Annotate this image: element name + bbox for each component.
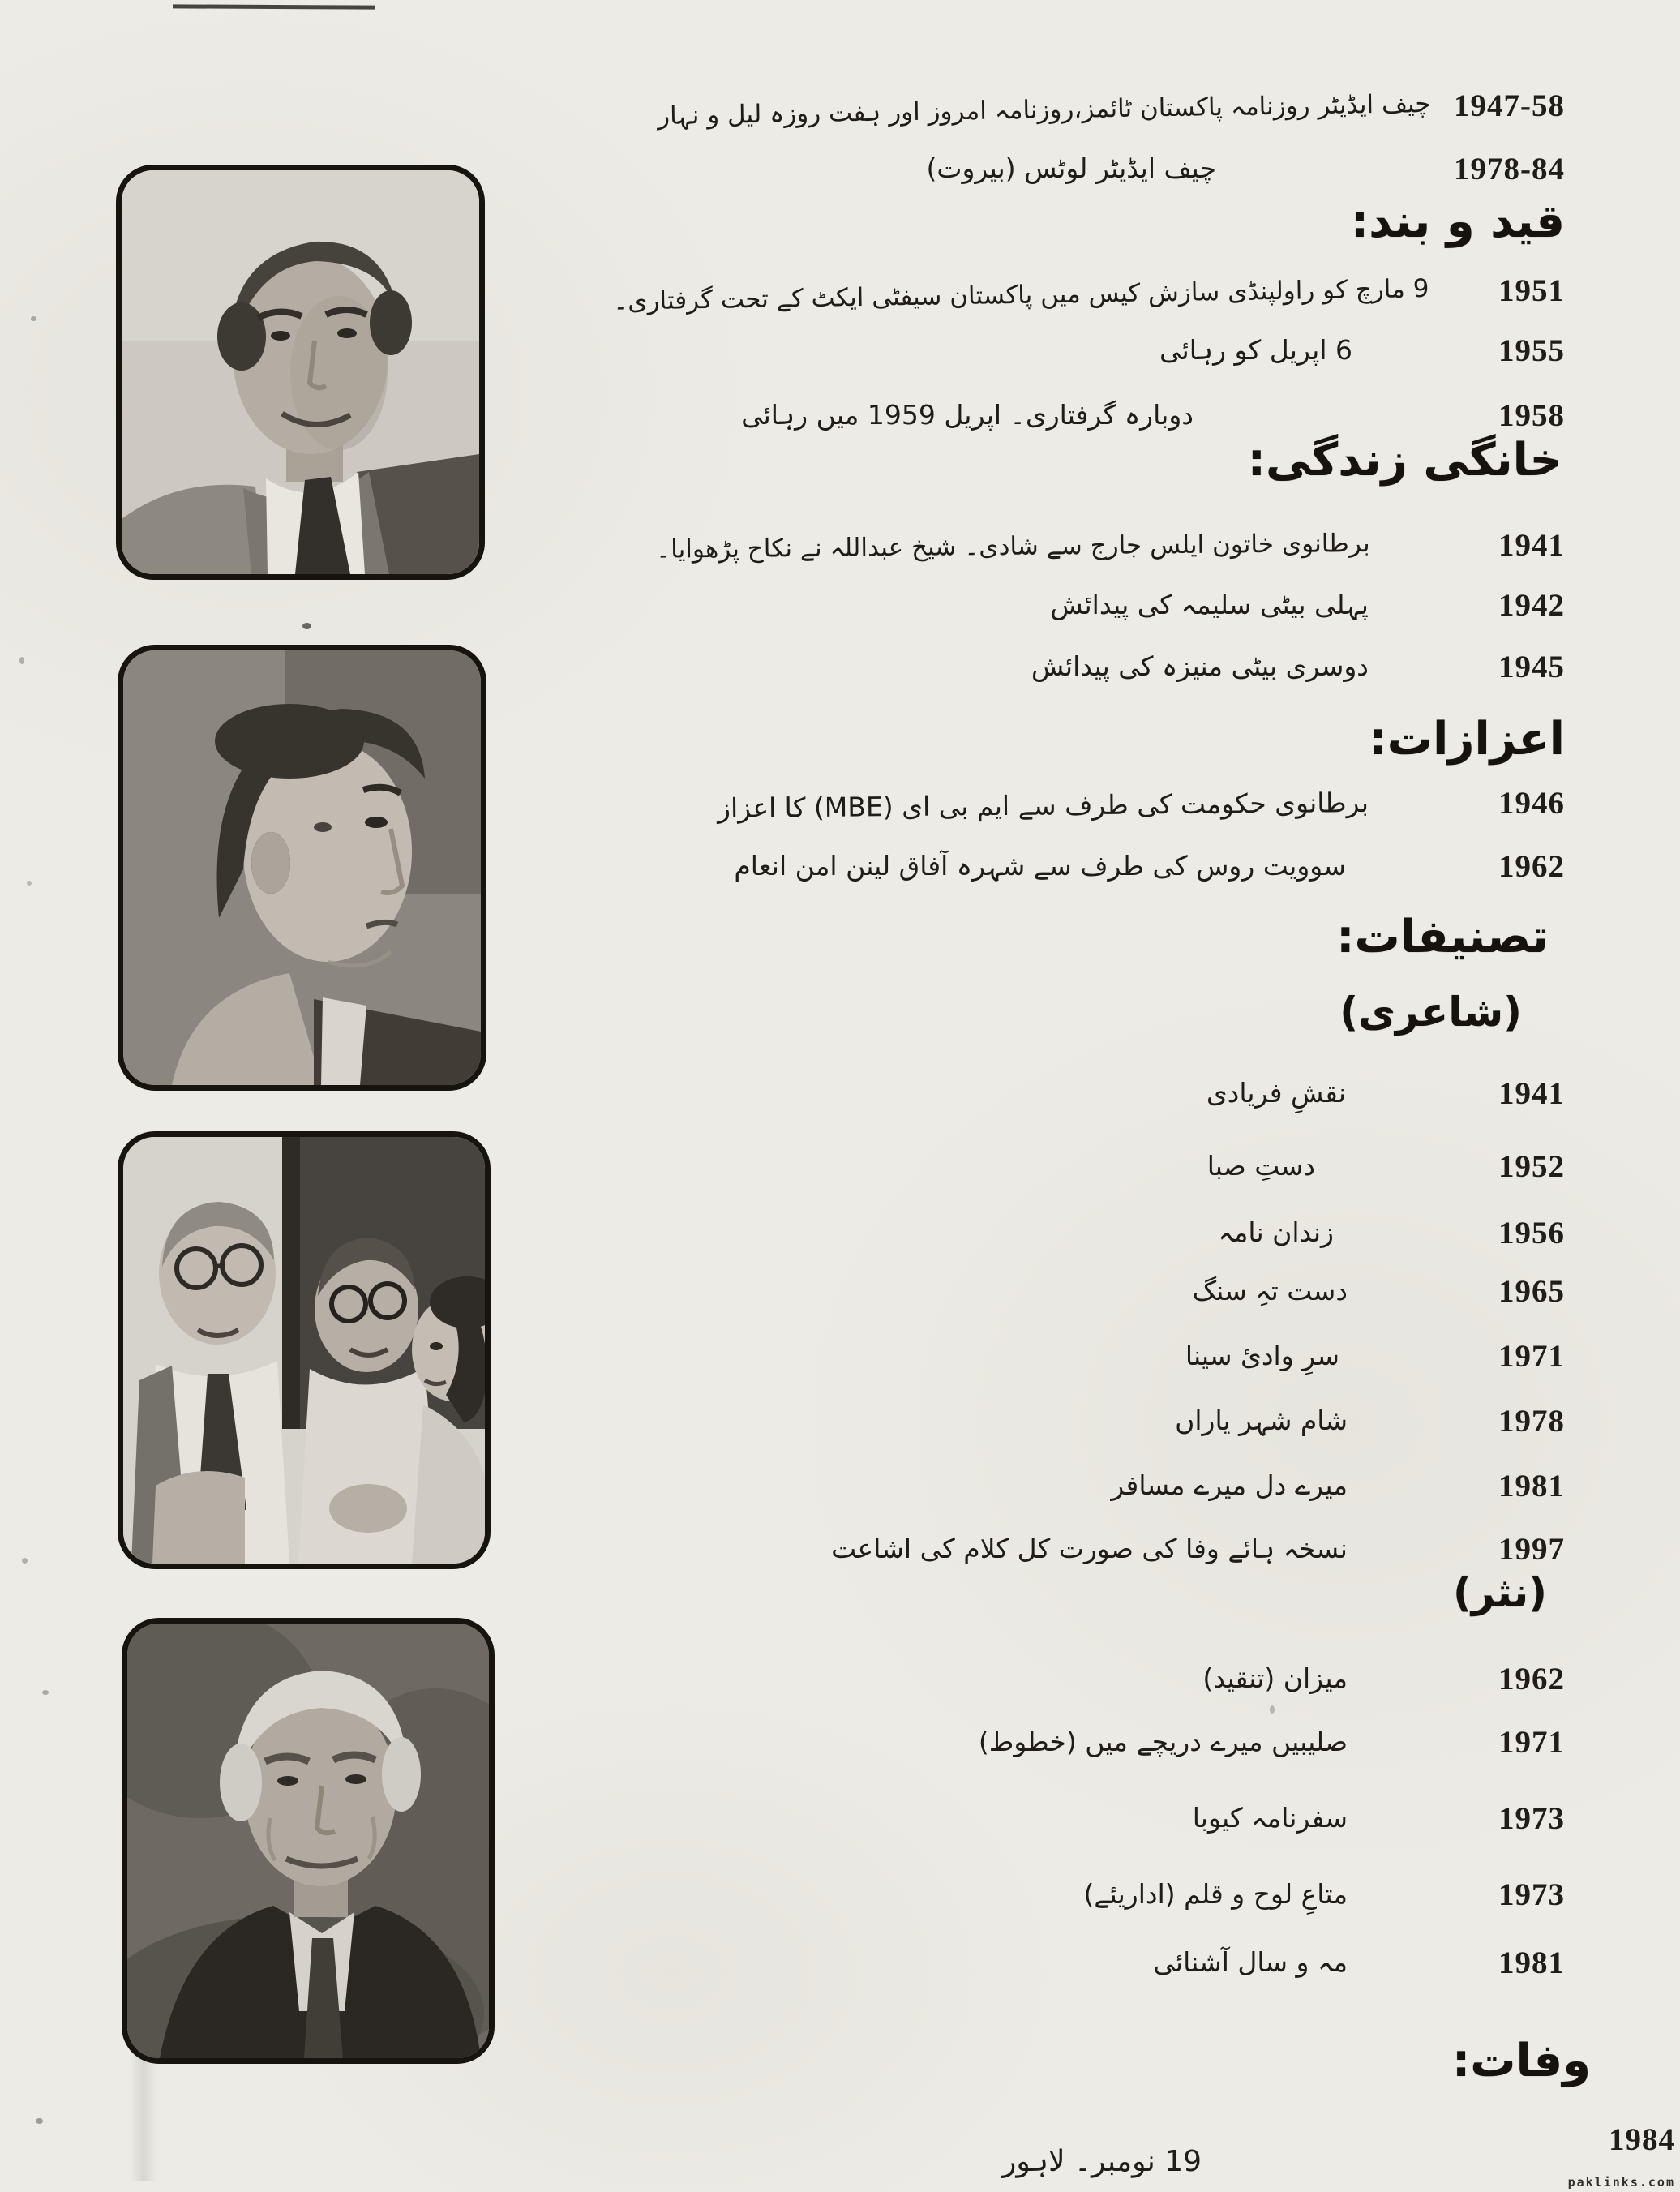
heading-imprisonment: قید و بند:: [1350, 195, 1565, 248]
entry-text: میزان (تنقید): [1202, 1662, 1348, 1694]
timeline-entry: [0, 1531, 1680, 1580]
entry-year: 1962: [1498, 1662, 1565, 1697]
entry-text: 9 مارچ کو راولپنڈی سازش کیس میں پاکستان سیفٹی ایکٹ کے تحت گرفتاری۔: [612, 274, 1429, 316]
timeline-entry: [0, 1338, 1680, 1387]
timeline-entry: [0, 848, 1680, 897]
timeline-entry: [0, 649, 1680, 697]
entry-text: دست تہِ سنگ: [1192, 1275, 1348, 1306]
timeline-entry: [0, 1148, 1680, 1197]
entry-year: 1962: [1498, 849, 1565, 884]
heading-family-life: خانگی زندگی:: [1247, 434, 1562, 487]
heading-works: تصنیفات:: [1336, 911, 1549, 963]
entry-year: 1971: [1498, 1725, 1565, 1760]
entry-text: میرے دل میرے مسافر: [1111, 1469, 1348, 1501]
entry-text: مہ و سال آشنائی: [1153, 1946, 1348, 1978]
entry-text: سفرنامہ کیوبا: [1192, 1802, 1348, 1834]
entry-year: 1952: [1498, 1149, 1565, 1184]
entry-text: برطانوی حکومت کی طرف سے ایم بی ای (MBE) کا اعزاز: [717, 787, 1369, 825]
entry-year: 1981: [1498, 1469, 1565, 1504]
entry-text: چیف ایڈیٹر روزنامہ پاکستان ٹائمز،روزنامہ امروز اور ہفت روزہ لیل و نہار: [658, 89, 1432, 131]
entry-text: صلیبیں میرے دریچے میں (خطوط): [978, 1726, 1348, 1757]
entry-text: سرِ وادیٔ سینا: [1185, 1340, 1339, 1371]
timeline-entry: [0, 1468, 1680, 1516]
entry-year: 1981: [1498, 1945, 1565, 1980]
timeline-entry: [0, 1661, 1680, 1709]
entry-year: 1946: [1498, 786, 1565, 821]
timeline-entry: [0, 1945, 1680, 1993]
entry-year: 1947-58: [1454, 88, 1565, 123]
entry-year: 1941: [1498, 528, 1565, 563]
entry-text: نقشِ فریادی: [1206, 1077, 1346, 1109]
timeline-entry: [0, 1800, 1680, 1849]
entry-year: 1942: [1498, 588, 1565, 623]
entry-year: 1941: [1498, 1076, 1565, 1111]
entry-text: دوبارہ گرفتاری۔ اپریل 1959 میں رہائی: [741, 399, 1194, 431]
entry-text: نسخہ ہائے وفا کی صورت کل کلام کی اشاعت: [831, 1533, 1348, 1564]
timeline-entry: [0, 2121, 1680, 2178]
entry-year: 1978-84: [1454, 152, 1565, 187]
entry-text: پہلی بیٹی سلیمہ کی پیدائش: [1050, 589, 1369, 620]
entry-text: دوسری بیٹی منیزہ کی پیدائش: [1031, 650, 1369, 682]
entry-text: 19 نومبر۔ لاہور: [1001, 2145, 1202, 2178]
entry-text: شام شہر یاراں: [1175, 1405, 1348, 1436]
subheading-poetry: (شاعری): [1339, 989, 1522, 1036]
timeline-entry: [0, 1215, 1680, 1263]
heading-death: وفات:: [1451, 2035, 1591, 2087]
entry-year: 1955: [1498, 333, 1565, 368]
timeline-entry: [0, 1403, 1680, 1452]
entry-text: دستِ صبا: [1206, 1150, 1315, 1182]
timeline-entry: [0, 1724, 1680, 1773]
timeline-entry: [0, 1273, 1680, 1322]
entry-text: برطانوی خاتون ایلس جارج سے شادی۔ شیخ عبداللہ نے نکاح پڑھوایا۔: [656, 529, 1371, 564]
timeline-entry: [0, 1877, 1680, 1925]
entry-year: 1973: [1498, 1801, 1565, 1836]
timeline-entry: [0, 88, 1680, 136]
timeline-entry: [0, 587, 1680, 636]
entry-year: 1945: [1498, 650, 1565, 684]
timeline-entry: [0, 151, 1680, 199]
entry-text: متاعِ لوح و قلم (اداریئے): [1083, 1878, 1348, 1910]
watermark-paklinks: paklinks.com: [1567, 2175, 1675, 2190]
entry-year: 1956: [1498, 1216, 1565, 1250]
entry-year: 1951: [1498, 273, 1565, 308]
entry-year: 1984: [1609, 2122, 1675, 2157]
entry-year: 1978: [1498, 1404, 1565, 1439]
timeline-entry: [0, 1075, 1680, 1124]
entry-year: 1973: [1498, 1877, 1565, 1912]
heading-honours: اعزازات:: [1369, 713, 1565, 766]
entry-year: 1971: [1498, 1339, 1565, 1374]
timeline-entry: [0, 272, 1680, 321]
entry-text: چیف ایڈیٹر لوٹس (بیروت): [926, 152, 1216, 184]
timeline-entry: [0, 785, 1680, 834]
entry-text: 6 اپریل کو رہائی: [1159, 334, 1352, 366]
entry-year: 1965: [1498, 1274, 1565, 1309]
timeline-entry: [0, 332, 1680, 381]
entry-text: زندان نامہ: [1218, 1216, 1334, 1248]
entry-year: 1997: [1498, 1532, 1565, 1567]
heading-prose: (نثر): [1453, 1569, 1547, 1616]
entry-text: سوویت روس کی طرف سے شہرہ آفاق لینن امن انعام: [734, 850, 1346, 882]
timeline-entry: [0, 527, 1680, 576]
entry-year: 1958: [1498, 398, 1565, 433]
scan-artifact-line: [173, 4, 375, 9]
